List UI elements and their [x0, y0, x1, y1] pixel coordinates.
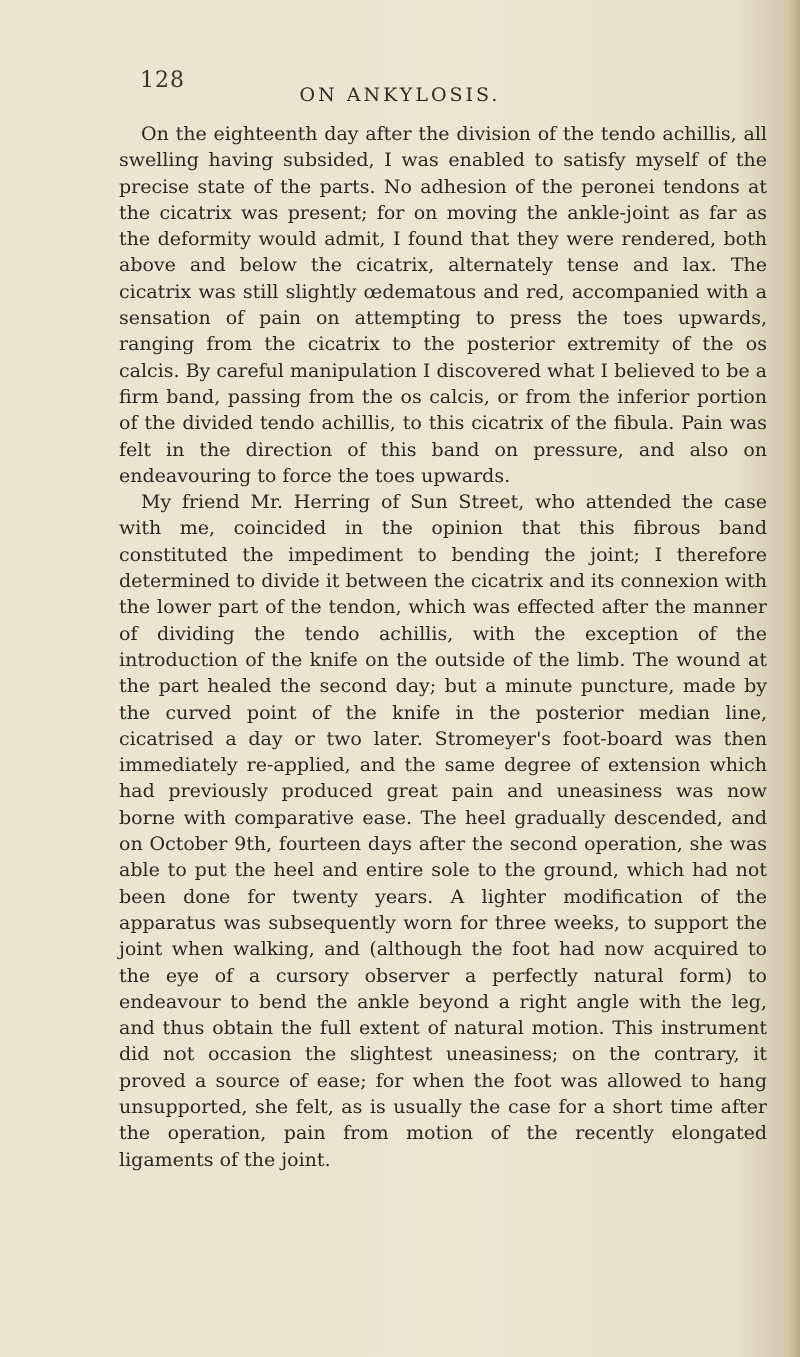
body-text	[119, 121, 767, 1173]
paragraph-1: On the eighteenth day after the division of the tendo achillis, all swelling having subsided, I was enabled to satisfy myself of the precise state of the parts. No adhesion of the peronei tendons at the cicatrix was present; for on moving the ankle-joint as far as the deformity would admit, I found that they were rendered, both above and below the cicatrix, alternately tense and lax. The cicatrix was still slightly œdematous and red, accompanied with a sensation of pain on attempting to press the toes upwards, ranging from the cicatrix to the posterior extremity of the os calcis. By careful manipulation I discovered what I believed to be a firm band, passing from the os calcis, or from the inferior portion of the divided tendo achillis, to this cicatrix of the fibula. Pain was felt in the direction of this band on pressure, and also on endeavouring to force the toes upwards.	[119, 123, 767, 487]
paragraph-2: My friend Mr. Herring of Sun Street, who attended the case with me, coincided in the opinion that this fibrous band constituted the impediment to bending the joint; I therefore determined to divide it between the cicatrix and its connexion with the lower part of the tendon, which was effected after the manner of dividing the tendo achillis, with the exception of the introduction of the knife on the outside of the limb. The wound at the part healed the second day; but a minute puncture, made by the curved point of the knife in the posterior median line, cicatrised a day or two later. Stromeyer's foot-board was then immediately re-applied, and the same degree of extension which had previously produced great pain and uneasiness was now borne with comparative ease. The heel gradually descended, and on October 9th, fourteen days after the second operation, she was able to put the heel and entire sole to the ground, which had not been done for twenty years. A lighter modification of the apparatus was subsequently worn for three weeks, to support the joint when walking, and (although the foot had now acquired to the eye of a cursory observer a perfectly natural form) to endeavour to bend the ankle beyond a right angle with the leg, and thus obtain the full extent of natural motion. This instrument did not occasion the slightest uneasiness; on the contrary, it proved a source of ease; for when the foot was allowed to hang unsupported, she felt, as is usually the case for a short time after the operation, pain from motion of the recently elongated ligaments of the joint.	[119, 491, 767, 1171]
page-number: 128	[140, 68, 185, 93]
page-edge	[786, 0, 800, 1357]
running-title: ON ANKYLOSIS.	[299, 84, 501, 106]
